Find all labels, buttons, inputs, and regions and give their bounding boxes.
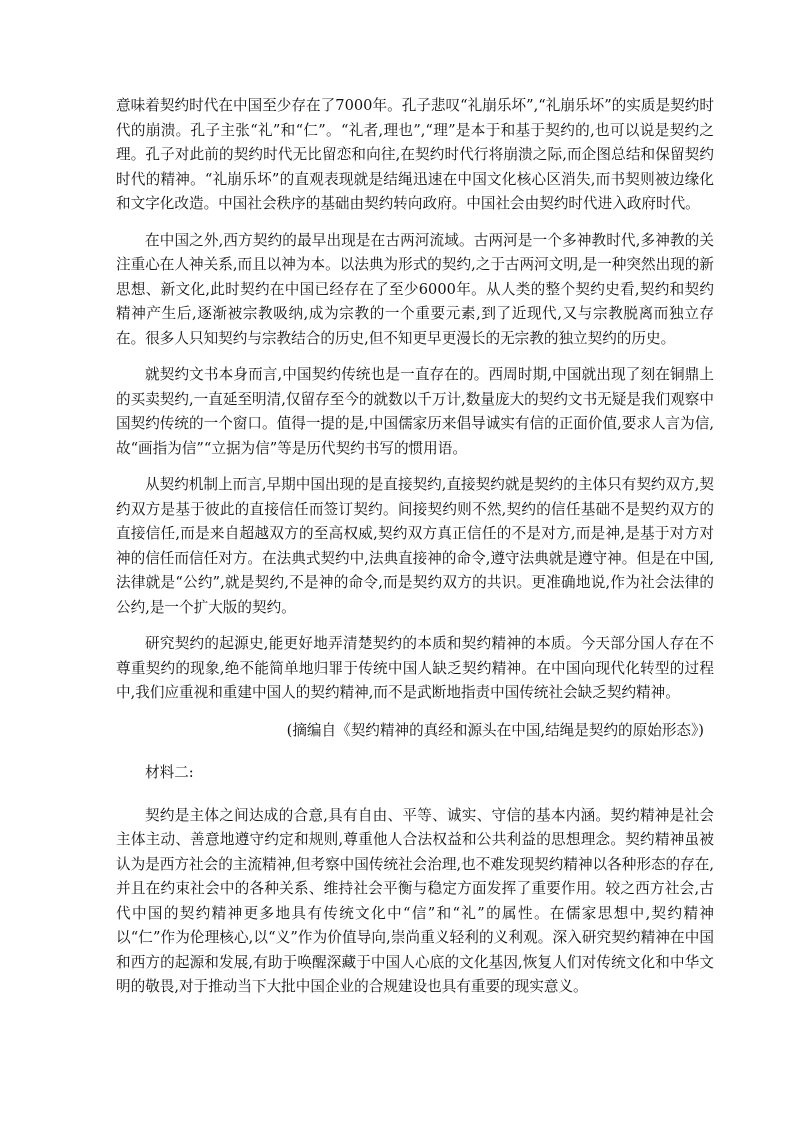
material-two-paragraph: 契约是主体之间达成的合意,具有自由、平等、诚实、守信的基本内涵。契约精神是社会主体主动、善意地遵守约定和规则,尊重他人合法权益和公共利益的思想理念。契约精神虽被认为是西方社会的主流精神,但考察中国传统社会治理,也不难发现契约精神以各种形态的存在,并且在约束社会中的各种关系、维持社会平衡与稳定方面发挥了重要作用。较之西方社会,古代中国的契约精神更多地具有传统文化中“信”和“礼”的属性。在儒家思想中,契约精神以“仁”作为伦理核心,以“义”作为价值导向,崇尚重义轻利的义利观。深入研究契约精神在中国和西方的起源和发展,有助于唤醒深藏于中国人心底的文化基因,恢复人们对传统文化和中华文明的敬畏,对于推动当下大批中国企业的合规建设也具有重要的现实意义。 xyxy=(116,806,714,995)
material-two-heading: 材料二: xyxy=(145,764,194,781)
paragraph-2: 在中国之外,西方契约的最早出现是在古两河流域。古两河是一个多神教时代,多神教的关注重心在人神关系,而且以神为本。以法典为形式的契约,之于古两河文明,是一种突然出现的新思想、新文化,此时契约在中国已经存在了至少6000年。从人类的整个契约史看,契约和契约精神产生后,逐渐被宗教吸纳,成为宗教的一个重要元素,到了近现代,又与宗教脱离而独立存在。很多人只知契约与宗教结合的历史,但不知更早更漫长的无宗教的独立契约的历史。 xyxy=(116,231,714,347)
document-page xyxy=(116,94,714,1000)
paragraph-4: 从契约机制上而言,早期中国出现的是直接契约,直接契约就是契约的主体只有契约双方,契约双方是基于彼此的直接信任而签订契约。间接契约则不然,契约的信任基础不是契约双方的直接信任,而是来自超越双方的至高权威,契约双方真正信任的不是对方,而是神,是基于对方对神的信任而信任对方。在法典式契约中,法典直接神的命令,遵守法典就是遵守神。但是在中国,法律就是“公约”,就是契约,不是神的命令,而是契约双方的共识。更准确地说,作为社会法律的公约,是一个扩大版的契约。 xyxy=(116,476,714,616)
paragraph-3: 就契约文书本身而言,中国契约传统也是一直存在的。西周时期,中国就出现了刻在铜鼎上的买卖契约,一直延至明清,仅留存至今的就数以千万计,数量庞大的契约文书无疑是我们观察中国契约传统的一个窗口。值得一提的是,中国儒家历来倡导诚实有信的正面价值,要求人言为信,故“画指为信”“立据为信”等是历代契约书写的惯用语。 xyxy=(116,366,714,457)
paragraph-1: 意味着契约时代在中国至少存在了7000年。孔子悲叹“礼崩乐坏”,“礼崩乐坏”的实质是契约时代的崩溃。孔子主张“礼”和“仁”。“礼者,理也”,“理”是本于和基于契约的,也可以说是契约之理。孔子对此前的契约时代无比留恋和向往,在契约时代行将崩溃之际,而企图总结和保留契约时代的精神。“礼崩乐坏”的直观表现就是结绳迅速在中国文化核心区消失,而书契则被边缘化和文字化改造。中国社会秩序的基础由契约转向政府。中国社会由契约时代进入政府时代。 xyxy=(116,97,714,212)
paragraph-5: 研究契约的起源史,能更好地弄清楚契约的本质和契约精神的本质。今天部分国人存在不尊重契约的现象,绝不能简单地归罪于传统中国人缺乏契约精神。在中国向现代化转型的过程中,我们应重视和重建中国人的契约精神,而不是武断地指责中国传统社会缺乏契约精神。 xyxy=(116,635,714,701)
source-citation: (摘编自《契约精神的真经和源头在中国,结绳是契约的原始形态》) xyxy=(286,721,704,739)
